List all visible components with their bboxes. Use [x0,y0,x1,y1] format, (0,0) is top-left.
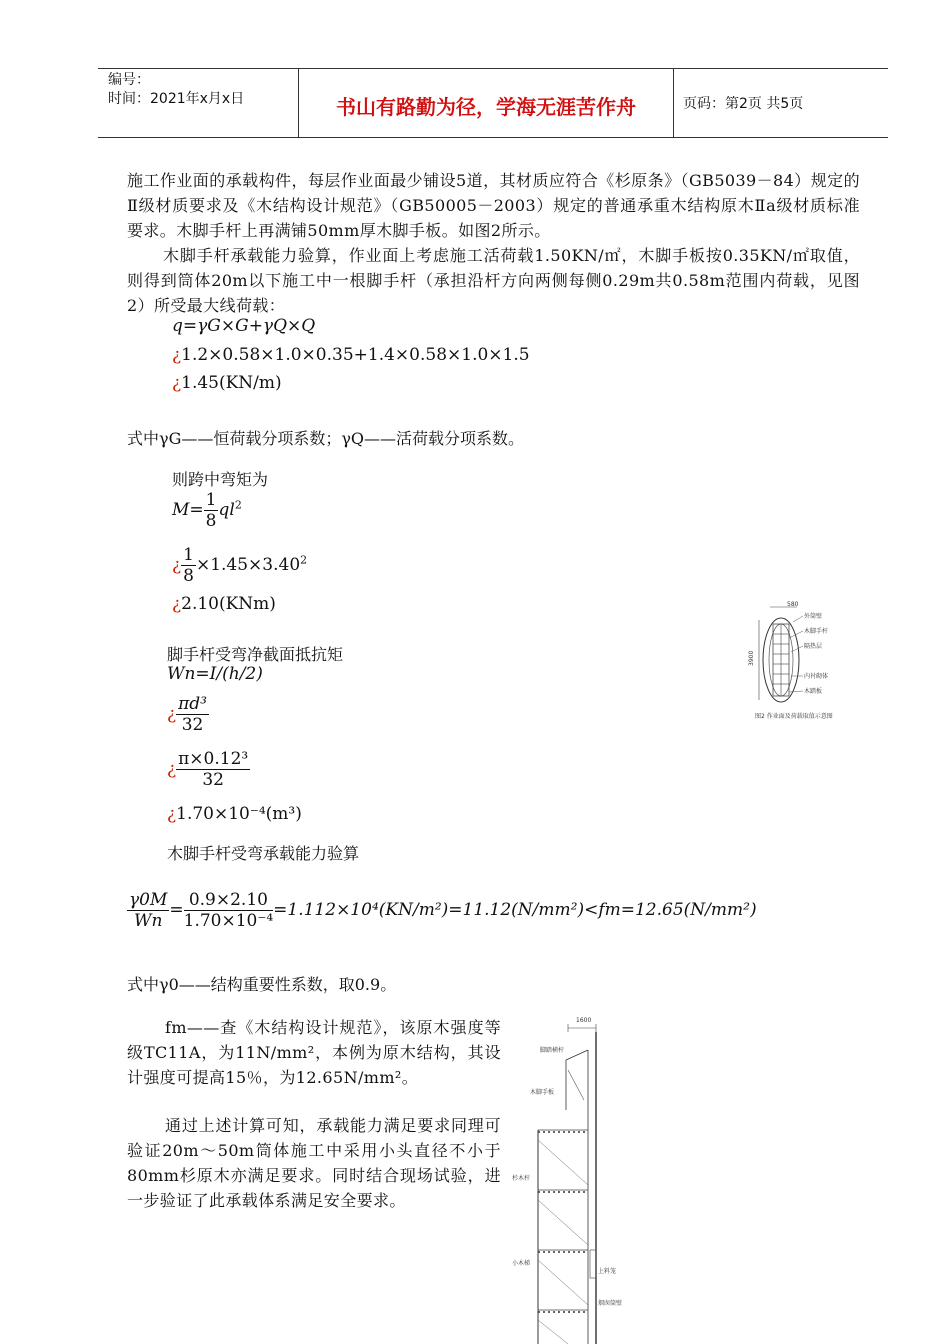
inverted-mark: ¿ [172,373,182,393]
inverted-mark: ¿ [172,555,182,575]
fig2-dim-top: 580 [787,601,799,608]
paragraph-fm: fm——查《木结构设计规范》，该原木强度等级TC11A，为11N/mm²，本例为原木结构，其设计强度可提高15％，为12.65N/mm²。 [127,1018,501,1087]
fig3-label: 上料笼 [598,1268,617,1275]
fig3-label: 木脚手板 [530,1089,555,1096]
time-label: 时间：2021年x月x日 [108,91,245,107]
moment-intro: 则跨中弯矩为 [172,470,269,489]
where-importance-factor: 式中γ0——结构重要性系数，取0.9。 [127,975,397,994]
fig2-label: 木踏板 [804,688,823,695]
page-info: 页码：第2页 共5页 [683,96,804,112]
header-divider [673,69,674,137]
header-divider [298,69,299,137]
equation-moment-calc: ¿ $\frac{1}{8}$ $\times 1.45\times 3.40^2$ [172,545,308,586]
number-label: 编号： [108,72,150,88]
equation-q-calc [172,345,530,365]
equation-q-result [172,373,282,393]
fig2-label: 隔热层 [804,643,823,650]
fig2-label: 内衬砌体 [804,673,829,680]
wn-num1: πd³ [178,694,207,714]
equation-wn-calc [167,749,250,790]
moment-frac-num: 1 [205,490,217,510]
fig2-label: 木脚手杆 [804,628,829,635]
moment-result: 2.10(KNm) [181,594,276,614]
equation-moment: M= $\frac{1}{8}$ $ql^2$ [172,490,242,531]
wn-result: 1.70×10⁻⁴(m³) [176,804,302,824]
figure-3-diagram [508,1010,628,1344]
equation-q [172,316,315,336]
figure-2-diagram [745,600,855,725]
page-header [98,68,888,138]
inverted-mark: ¿ [167,759,177,779]
equation-wn-general [167,694,209,735]
paragraph-materials: 施工作业面的承载构件，每层作业面最少铺设5道，其材质应符合《杉原条》（GB5039－84）规定的Ⅱ级材质要求及《木结构设计规范》（GB50005－2003）规定的普通承重木结构原木Ⅱa级材质标准要求。木脚手杆上再满铺50mm厚木脚手板。如图2所示。 [127,171,860,240]
wn-num2: π×0.12³ [178,749,249,769]
wn-den: 32 [202,770,224,790]
moment-frac-num: 1 [183,545,194,565]
fig2-caption: 图2 作业面及荷载取值示意图 [755,713,833,720]
check-mid-num: 0.9×2.10 [184,890,274,911]
header-meta [108,71,298,109]
moment-calc-tail: ×1.45×3.40 [195,555,301,575]
where-load-factors: 式中γG——恒荷载分项系数；γQ——活荷载分项系数。 [127,429,525,448]
equation-moment-result [172,594,276,614]
check-rhs: =1.112×10⁴(KN/m²)=11.12(N/mm²)<fm=12.65(N/mm²) [273,900,757,920]
moment-frac-den: 8 [205,511,217,531]
inverted-mark: ¿ [167,804,177,824]
check-lhs-den: Wn [133,911,163,931]
fig3-label: 烟囱筒壁 [598,1300,623,1307]
paragraph-conclusion: 通过上述计算可知，承载能力满足要求同理可验证20m～50m筒体施工中采用小头直径不小于80mm杉原木亦满足要求。同时结合现场试验，进一步验证了此承载体系满足安全要求。 [127,1116,501,1210]
equation-q-calc-text: 1.2×0.58×1.0×0.35+1.4×0.58×1.0×1.5 [181,345,530,365]
fig3-label: 杉木杆 [512,1175,531,1182]
equation-wn-result [167,804,302,824]
check-mid-den: 1.70×10⁻⁴ [183,911,274,931]
equation-wn: Wn=I/(h/2) [167,664,263,684]
header-motto: 书山有路勤为径，学海无涯苦作舟 [336,95,636,119]
moment-tail: ql [218,500,235,520]
equation-q-text: q=γG×G+γQ×Q [172,316,316,336]
paragraph-load-check: 木脚手杆承载能力验算，作业面上考虑施工活荷载1.50KN/㎡，木脚手板按0.35KN/㎡取值，则得到筒体20m以下施工中一根脚手杆（承担沿杆方向两侧每侧0.29m共0.58m范围内荷载，见图2）所受最大线荷载： [127,246,860,315]
fig2-dim-side: 3900 [748,650,755,666]
check-lhs-num: γ0M [129,890,168,910]
equation-q-result-text: 1.45(KN/m) [181,373,282,393]
inverted-mark: ¿ [172,345,182,365]
section-intro: 脚手杆受弯净截面抵抗矩 [167,645,344,664]
equation-check: $\frac{\gamma 0M}{Wn}$ = $\frac{0.9\times 2.10}{\text{1.70×10⁻⁴}}$ =1.112×10⁴(KN/m²)=11.12(N/mm²)<fm=12.65(N/mm²) [129,890,757,931]
check-title: 木脚手杆受弯承载能力验算 [167,844,360,863]
moment-frac-den: 8 [183,566,194,586]
fig2-label: 外筒壁 [804,613,823,620]
fig3-label: 小木梯 [512,1260,531,1267]
wn-den: 32 [181,715,204,735]
inverted-mark: ¿ [167,704,177,724]
fig3-dim-top: 1600 [576,1017,592,1024]
inverted-mark: ¿ [172,594,182,614]
fig3-label: 脚踏横杆 [540,1047,565,1054]
